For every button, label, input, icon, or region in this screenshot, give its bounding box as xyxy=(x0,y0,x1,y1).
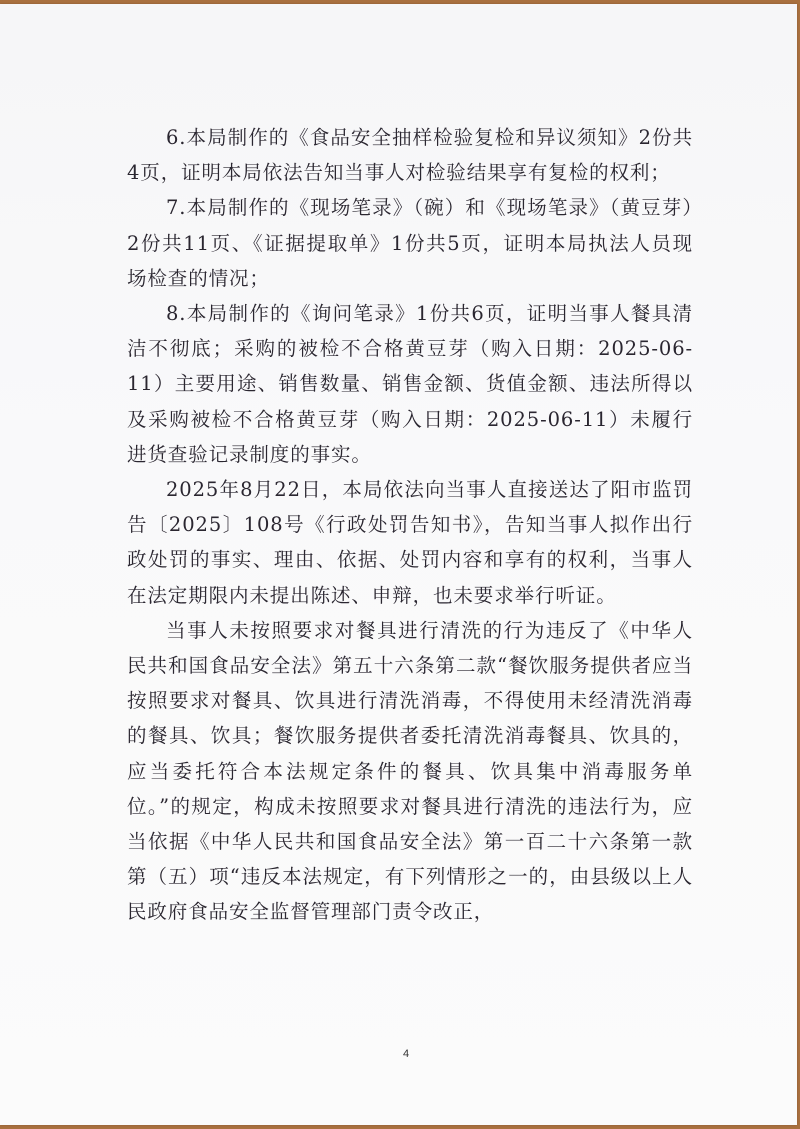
document-page xyxy=(0,4,797,1125)
evidence-item-7: 7.本局制作的《现场笔录》（碗）和《现场笔录》（黄豆芽）2份共11页、《证据提取单》1份共5页，证明本局执法人员现场检查的情况； xyxy=(127,196,693,290)
evidence-item-8: 8.本局制作的《询问笔录》1份共6页，证明当事人餐具清洁不彻底；采购的被检不合格黄豆芽（购入日期：2025-06-11）主要用途、销售数量、销售金额、货值金额、违法所得以及采购被检不合格黄豆芽（购入日期：2025-06-11）未履行进货查验记录制度的事实。 xyxy=(127,302,693,466)
document-body xyxy=(127,120,693,930)
notice-delivery-paragraph: 2025年8月22日，本局依法向当事人直接送达了阳市监罚告〔2025〕108号《行政处罚告知书》，告知当事人拟作出行政处罚的事实、理由、依据、处罚内容和享有的权利，当事人在法定期限内未提出陈述、申辩，也未要求举行听证。 xyxy=(127,478,693,607)
evidence-item-6: 6.本局制作的《食品安全抽样检验复检和异议须知》2份共4页，证明本局依法告知当事人对检验结果享有复检的权利； xyxy=(127,126,693,185)
legal-basis-paragraph: 当事人未按照要求对餐具进行清洗的行为违反了《中华人民共和国食品安全法》第五十六条第二款“餐饮服务提供者应当按照要求对餐具、饮具进行清洗消毒，不得使用未经清洗消毒的餐具、饮具；餐饮服务提供者委托清洗消毒餐具、饮具的，应当委托符合本法规定条件的餐具、饮具集中消毒服务单位。”的规定，构成未按照要求对餐具进行清洗的违法行为，应当依据《中华人民共和国食品安全法》第一百二十六条第一款第（五）项“违反本法规定，有下列情形之一的，由县级以上人民政府食品安全监督管理部门责令改正， xyxy=(127,618,693,924)
page-number: 4 xyxy=(402,1048,410,1060)
